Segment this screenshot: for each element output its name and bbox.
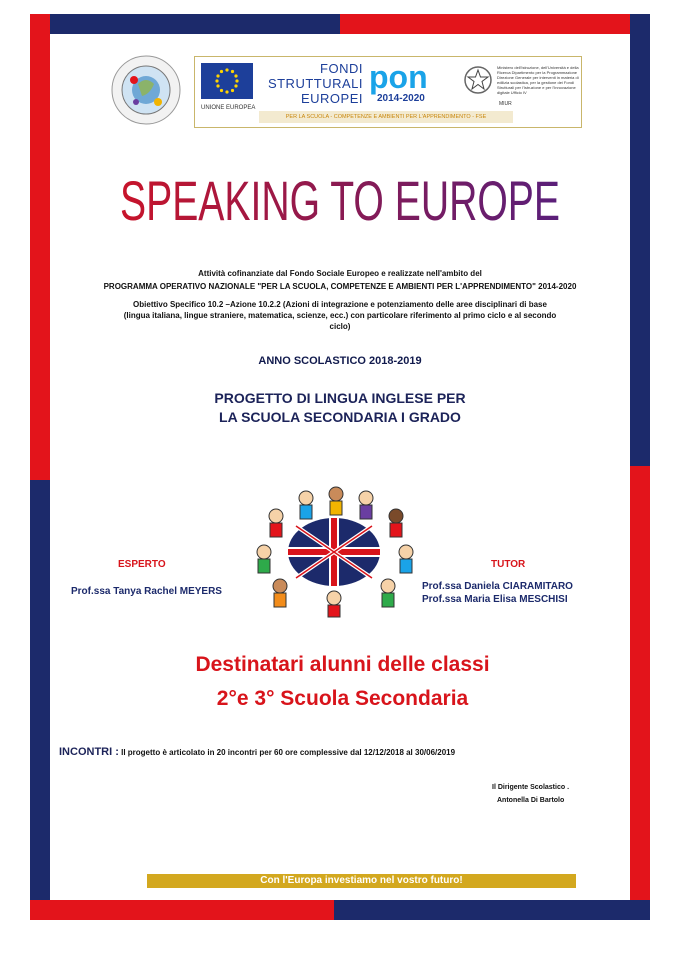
project-title-line: LA SCUOLA SECONDARIA I GRADO — [219, 409, 461, 425]
incontri-label: INCONTRI : — [59, 746, 119, 758]
fondi-line: EUROPEI — [300, 91, 363, 106]
incontri-line — [59, 746, 455, 758]
project-title-line: PROGETTO DI LINGUA INGLESE PER — [214, 390, 466, 406]
ministry-text: Ministero dell'Istruzione, dell'Università e della Ricerca Dipartimento per la Programmazione Direzione Generale per interventi in materia di edilizia scolastica, per la gestione dei Fondi Strutturali per l'Istruzione e per l'Innovazione digitale Ufficio IV — [497, 65, 579, 95]
signature-name: Antonella Di Bartolo — [497, 797, 565, 804]
destinatari-heading — [60, 648, 625, 716]
school-year: ANNO SCOLASTICO 2018-2019 — [258, 355, 422, 367]
pon-logo: pon — [369, 59, 428, 95]
italian-republic-emblem-icon — [463, 65, 493, 95]
miur-label: MIUR — [499, 101, 512, 107]
frame-bottom-right — [334, 900, 650, 920]
tutor-name: Prof.ssa Daniela CIARAMITARO — [422, 581, 573, 592]
title-text: SPEAKING TO EUROPE — [120, 169, 560, 232]
info-line-3: Obiettivo Specifico 10.2 –Azione 10.2.2 (Azioni di integrazione e potenziamento delle aree disciplinari di base (lingua italiana, lingue straniere, matematica, scienze, ecc.) con particolare riferimento al primo ciclo e al secondo ciclo) — [123, 300, 557, 331]
eu-label: UNIONE EUROPEA — [201, 105, 256, 111]
incontri-text: Il progetto è articolato in 20 incontri per 60 ore complessive dal 12/12/2018 al 30/06/2019 — [118, 748, 456, 757]
funds-banner — [194, 56, 582, 128]
pon-years: 2014-2020 — [377, 93, 425, 104]
speaking-to-europe-title — [110, 150, 570, 246]
signature-role: Il Dirigente Scolastico . — [492, 784, 570, 791]
frame-right-bottom — [630, 466, 650, 920]
frame-bottom-left — [30, 900, 334, 920]
fondi-strutturali-text — [263, 61, 363, 106]
tutor-name: Prof.ssa Maria Elisa MESCHISI — [422, 594, 568, 605]
tutor-names — [422, 580, 573, 606]
tutor-label: TUTOR — [491, 559, 526, 570]
footer-slogan: Con l'Europa investiamo nel vostro futuro! — [147, 874, 576, 888]
fondi-line: STRUTTURALI — [267, 76, 363, 91]
school-seal-logo — [110, 54, 182, 126]
project-title — [60, 389, 620, 427]
frame-top-left — [30, 14, 340, 34]
esperto-name: Prof.ssa Tanya Rachel MEYERS — [71, 586, 222, 597]
frame-right-top — [630, 14, 650, 466]
frame-top-right — [340, 14, 650, 34]
frame-left-bottom — [30, 480, 50, 920]
pon-strip: PER LA SCUOLA - COMPETENZE E AMBIENTI PER L'APPRENDIMENTO - FSE — [259, 111, 513, 123]
info-line-2: PROGRAMMA OPERATIVO NAZIONALE "PER LA SCUOLA, COMPETENZE E AMBIENTI PER L'APPRENDIMENTO" 2014-2020 — [103, 282, 577, 291]
children-around-globe-illustration — [246, 486, 422, 618]
eu-flag-icon — [201, 63, 253, 99]
fondi-line: FONDI — [320, 61, 363, 76]
info-line-1: Attività cofinanziate dal Fondo Sociale Europeo e realizzate nell'ambito del — [198, 269, 482, 278]
frame-left-top — [30, 14, 50, 480]
destinatari-line: Destinatari alunni delle classi — [195, 653, 490, 676]
esperto-label: ESPERTO — [118, 559, 166, 570]
destinatari-line: 2°e 3° Scuola Secondaria — [216, 687, 469, 710]
